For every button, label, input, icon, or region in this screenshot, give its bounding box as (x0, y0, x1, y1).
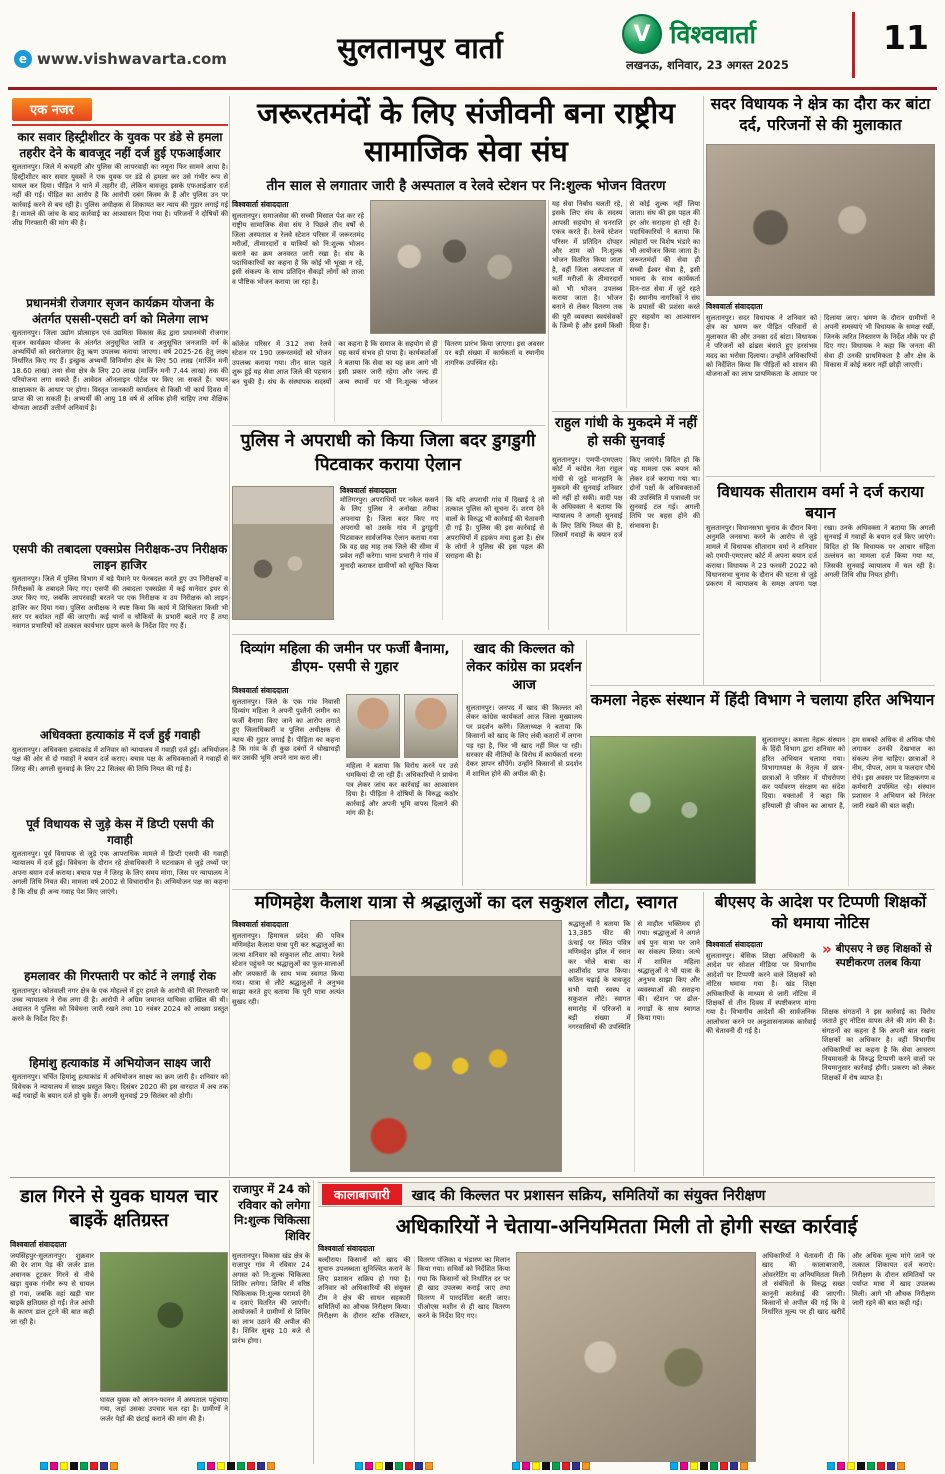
khad-congress-body: सुलतानपुर। जनपद में खाद की किल्लत को लेकर कांग्रेस कार्यकर्ता आज जिला मुख्यालय पर प्रदर्शन करेंगे। जिलाध्यक्ष ने बताया कि किसानों को खाद के लिए लंबी कतारों में लगना पड़ रहा है, फिर भी खाद नहीं मिल पा रही। सरकार की नीतियों के विरोध में कार्यकर्ता धरना देकर ज्ञापन सौंपेंगे। उन्होंने किसानों से प्रदर्शन में शामिल होने की अपील की है। (466, 704, 582, 778)
daal-photo (100, 1252, 228, 1392)
jila-badar-body: मोतिगरपुर। अपराधियों पर नकेल कसने के लिए पुलिस ने अनोखा तरीका अपनाया है। जिला बदर किए गए अपराधी को उसके गांव में डुगडुगी पिटवाकर सार्वजनिक ऐलान कराया गया कि वह छह माह तक जिले की सीमा में प्रवेश नहीं करेगा। थाना प्रभारी ने गांव में मुनादी कराकर ग्रामीणों को सूचित किया कि यदि अपराधी गांव में दिखाई दे तो तत्काल पुलिस को सूचना दें। शरण देने वालों के विरुद्ध भी कार्रवाई की चेतावनी दी गई है। पुलिस की इस कार्रवाई से अपराधियों में हड़कंप मचा हुआ है। क्षेत्र के लोगों ने पुलिस की इस पहल की सराहना की है। (340, 496, 544, 570)
section-divider (706, 476, 935, 477)
rahul-body: सुलतानपुर। एमपी-एमएलए कोर्ट में कांग्रेस नेता राहुल गांधी से जुड़े मानहानि के मुकदमे की सुनवाई शनिवार को नहीं हो सकी। वादी पक्ष के अधिवक्ता ने बताया कि न्यायालय ने अगली सुनवाई के लिए तिथि नियत की है, जिसमें गवाहों के बयान दर्ज किए जाएंगे। विदित हो कि यह मामला एक बयान को लेकर दर्ज कराया गया था। दोनों पक्षों के अधिवक्ताओं की उपस्थिति में पत्रावली पर सुनवाई टल गई। अगली तिथि पर बहस होने की संभावना है। (552, 456, 700, 540)
sadar-byline: विश्ववार्ता संवाददाता (706, 302, 763, 311)
brief-headline: एसपी की तबादला एक्सप्रेस निरीक्षक-उप निरीक्षक लाइन हाजिर (12, 542, 228, 572)
kalabazari-strip-headline: खाद की किल्लत पर प्रशासन सक्रिय, समितियों का संयुक्त निरीक्षण (411, 1187, 766, 1204)
column-rule (313, 1180, 314, 1464)
jila-badar-block (340, 486, 544, 620)
briefs-column (12, 130, 228, 1174)
divyang-byline: विश्ववार्ता संवाददाता (232, 686, 289, 695)
print-registration-marks (827, 1462, 905, 1470)
complainant-portrait-photo (404, 694, 458, 758)
website-url-block (14, 50, 227, 68)
print-registration-marks (670, 1462, 748, 1470)
kalabazari-strip (318, 1182, 935, 1207)
bsa-pull-quote (822, 942, 935, 1002)
kalabazari-tag: कालाबाजारी (322, 1184, 402, 1205)
kalabazari-body-left: बल्दीराय। किसानों को खाद की सुचारु उपलब्धता सुनिश्चित कराने के लिए प्रशासन सक्रिय हो गया है। शनिवार को अधिकारियों की संयुक्त टीम ने क्षेत्र की साधन सहकारी समितियों का औचक निरीक्षण किया। निरीक्षण के दौरान स्टॉक रजिस्टर, वितरण पंजिका व भंडारण का मिलान किया गया। सचिवों को निर्देशित किया गया कि किसानों को निर्धारित दर पर ही खाद उपलब्ध कराई जाए तथा वितरण में पारदर्शिता बरती जाए। पीओएस मशीन से ही खाद वितरण करने के निर्देश दिए गए। (318, 1256, 510, 1321)
rahul-headline: राहुल गांधी के मुकदमे में नहीं हो सकी सुनवाई (554, 415, 698, 450)
brief-body: सुलतानपुर। जिले में कचहरी और पुलिस की लापरवाही का नमूना फिर सामने आया है। हिस्ट्रीशीटर कार सवार युवकों ने एक युवक पर डंडे से हमला कर उसे गंभीर रूप से घायल कर दिया। पीड़ित ने थाने में तहरीर दी, लेकिन बावजूद इसके एफआईआर दर्ज नहीं की गई। पीड़ित का आरोप है कि आरोपी दबंग किस्म के हैं और पुलिस उन पर कार्रवाई करने से बच रही है। पुलिस अधीक्षक से शिकायत कर न्याय की गुहार लगाई गई है। मामले की जांच के बाद कार्रवाई का आश्वासन दिया गया है। परिजनों ने दोषियों की शीघ्र गिरफ्तारी की मांग की है। (12, 163, 228, 228)
website-url: www.vishwavarta.com (37, 50, 227, 68)
bsa-byline: विश्ववार्ता संवाददाता (706, 940, 763, 949)
kalabazari-photo (516, 1252, 756, 1462)
brief-item (12, 542, 228, 721)
masthead-rule (8, 87, 937, 90)
brand-block (622, 14, 756, 54)
lead-body-bottom: कॉलेज परिसर में 312 तथा रेलवे स्टेशन पर 190 जरूरतमंदों को भोजन उपलब्ध कराया गया। तीन साल पहले शुरू हुई यह सेवा आज जिले की पहचान बन चुकी है। संघ के संस्थापक सदस्यों का कहना है कि समाज के सहयोग से ही यह कार्य संभव हो पाया है। कार्यकर्ताओं ने बताया कि सेवा का यह क्रम आगे भी इसी प्रकार जारी रहेगा और जल्द ही अन्य स्थानों पर भी नि:शुल्क भोजन वितरण प्रारंभ किया जाएगा। इस अवसर पर बड़ी संख्या में कार्यकर्ता व स्थानीय नागरिक उपस्थित रहे। (232, 340, 544, 386)
brief-item (12, 728, 228, 810)
khad-congress-headline: खाद की किल्लत को लेकर कांग्रेस का प्रदर्शन आज (466, 641, 582, 694)
section-divider (232, 425, 545, 426)
brief-item (12, 296, 228, 535)
divyang-headline: दिव्यांग महिला की जमीन पर फर्जी बैनामा, डीएम- एसपी से गुहार (240, 641, 450, 676)
kalabazari-byline: विश्ववार्ता संवाददाता (318, 1244, 375, 1253)
edition-dateline: लखनऊ, शनिवार, 23 अगस्त 2025 (626, 58, 789, 72)
brief-headline: अधिवक्ता हत्याकांड में दर्ज हुई गवाही (39, 728, 201, 743)
bsa-body-right: शिक्षक संगठनों ने इस कार्रवाई का विरोध जताते हुए नोटिस वापस लेने की मांग की है। संगठनों का कहना है कि अपनी बात रखना शिक्षकों का अधिकार है। वहीं विभागीय अधिकारियों का कहना है कि सेवा आचरण नियमावली के विरुद्ध टिप्पणी करने वालों पर नियमानुसार कार्रवाई होगी। प्रकरण को लेकर शिक्षकों में रोष व्याप्त है। (822, 1008, 935, 1082)
complainant-portrait-photo (346, 694, 400, 758)
manimahesh-body-right: श्रद्धालुओं ने बताया कि 13,385 फीट की ऊंचाई पर स्थित पवित्र मणिमहेश झील में स्नान कर भोले बाबा का आशीर्वाद प्राप्त किया। कठिन चढ़ाई के बावजूद सभी यात्री स्वस्थ व सकुशल लौटे। स्वागत समारोह में परिजनों व बड़ी संख्या में नगरवासियों की उपस्थिति से माहौल भक्तिमय हो गया। श्रद्धालुओं ने अगले वर्ष पुनः यात्रा पर जाने का संकल्प लिया। जत्थे में शामिल महिला श्रद्धालुओं ने भी यात्रा के अनुभव साझा किए और व्यवस्थाओं की सराहना की। स्टेशन पर ढोल-नगाड़ों के साथ स्वागत किया गया। (568, 920, 700, 1032)
lead-headline: जरूरतमंदों के लिए संजीवनी बना राष्ट्रीय सामाजिक सेवा संघ (257, 96, 675, 169)
sadar-photo (706, 144, 935, 296)
page-number: 11 (883, 18, 929, 57)
jila-badar-photo (232, 486, 334, 620)
column-rule (703, 892, 704, 1176)
kamla-headline: कमला नेहरू संस्थान में हिंदी विभाग ने चलाया हरित अभियान (590, 691, 935, 709)
sitaram-body: सुलतानपुर। विधानसभा चुनाव के दौरान बिना अनुमति जनसभा करने के आरोप से जुड़े मामले में विधायक सीताराम वर्मा ने शनिवार को एमपी-एमएलए कोर्ट में अपना बयान दर्ज कराया। विधायक ने 23 फरवरी 2022 को विधानसभा चुनाव के दौरान की घटना से जुड़े प्रकरण में न्यायालय के समक्ष अपना पक्ष रखा। उनके अधिवक्ता ने बताया कि अगली सुनवाई में गवाहों के बयान दर्ज किए जाएंगे। विदित हो कि विधायक पर आचार संहिता उल्लंघन का मामला दर्ज किया गया था, जिसकी सुनवाई न्यायालय में चल रही है। अगली तिथि शीघ्र नियत होगी। (706, 524, 935, 589)
daal-headline: डाल गिरने से युवक घायल चार बाइकें क्षतिग्रस्त (20, 1186, 218, 1231)
brief-headline: पूर्व विधायक से जुड़े केस में डिप्टी एसपी की गवाही (26, 816, 214, 847)
column-rule (229, 96, 230, 1176)
manimahesh-body-left: सुलतानपुर। हिमाचल प्रदेश की पवित्र मणिमहेश कैलाश यात्रा पूरी कर श्रद्धालुओं का जत्था शनिवार को सकुशल लौट आया। रेलवे स्टेशन पहुंचने पर श्रद्धालुओं का फूल-मालाओं और जयकारों के साथ भव्य स्वागत किया गया। यात्रा से लौटे श्रद्धालुओं ने अनुभव साझा करते हुए बताया कि पूरी यात्रा अत्यंत सुखद रही। (232, 932, 344, 1006)
quote-chevron-icon: » (822, 940, 832, 958)
rajapur-headline: राजापुर में 24 को रविवार को लगेगा नि:शुल्क चिकित्सा शिविर (232, 1182, 310, 1243)
brief-body: सुलतानपुर। जिले में पुलिस विभाग में बड़े पैमाने पर फेरबदल करते हुए उप निरीक्षकों व निरीक्षकों के तबादले किए गए। एसपी की तबादला एक्सप्रेस में कई थानेदार इधर से उधर किए गए, जबकि लापरवाही बरतने पर एक निरीक्षक व उप निरीक्षक को लाइन हाजिर कर दिया गया। पुलिस अधीक्षक ने स्पष्ट किया कि कार्य में शिथिलता किसी भी स्तर पर बर्दाश्त नहीं की जाएगी। कई थानों व चौकियों के प्रभारी बदले गए हैं तथा नवागत प्रभारियों को तत्काल कार्यभार ग्रहण करने के निर्देश दिए गए हैं। (12, 575, 228, 631)
manimahesh-headline: मणिमहेश कैलाश यात्रा से श्रद्धालुओं का दल सकुशल लौटा, स्वागत (254, 893, 678, 913)
section-divider (10, 1177, 935, 1178)
divyang-body-left: सुलतानपुर। जिले के एक गांव निवासी दिव्यांग महिला ने अपनी पुश्तैनी जमीन का फर्जी बैनामा किए जाने का आरोप लगाते हुए जिलाधिकारी व पुलिस अधीक्षक से न्याय की गुहार लगाई है। पीड़िता का कहना है कि गांव के ही कुछ दबंगों ने धोखाधड़ी कर उसकी भूमि अपने नाम करा ली। (232, 698, 340, 763)
brand-logo-icon: V (622, 14, 662, 54)
rajapur-body: सुलतानपुर। विकास खंड क्षेत्र के राजापुर गांव में रविवार 24 अगस्त को नि:शुल्क चिकित्सा शिविर लगेगा। शिविर में वरिष्ठ चिकित्सक नि:शुल्क परामर्श देंगे व दवाएं वितरित की जाएंगी। आयोजकों ने ग्रामीणों से शिविर का लाभ उठाने की अपील की है। शिविर सुबह 10 बजे से प्रारंभ होगा। (232, 1252, 310, 1345)
section-divider (590, 685, 935, 686)
daal-byline: विश्ववार्ता संवाददाता (10, 1240, 67, 1249)
kalabazari-headline: अधिकारियों ने चेताया-अनियमितता मिली तो होगी सख्त कार्रवाई (395, 1214, 858, 1238)
page-number-separator (852, 12, 855, 78)
ek-nazar-tag: एक नजर (12, 98, 92, 121)
section-divider (232, 634, 700, 635)
lead-photo (370, 200, 546, 334)
section-divider (232, 889, 935, 890)
brief-body: सुलतानपुर। पूर्व विधायक से जुड़े एक आपराधिक मामले में डिप्टी एसपी की गवाही न्यायालय में दर्ज हुई। विवेचना के दौरान रहे क्षेत्राधिकारी ने घटनाक्रम से जुड़े तथ्यों पर अपना बयान दर्ज कराया। बचाव पक्ष ने जिरह के लिए समय मांगा, जिस पर न्यायालय ने अगली तिथि नियत की। मामला वर्ष 2002 से विचाराधीन है। अभियोजन पक्ष का कहना है कि शीघ्र ही अन्य गवाह पेश किए जाएंगे। (12, 850, 228, 896)
divyang-portraits (346, 694, 458, 758)
column-rule (586, 640, 587, 886)
e-globe-icon: e (14, 50, 32, 68)
jila-badar-headline: पुलिस ने अपराधी को किया जिला बदर डुगडुगी पिटवाकर कराया ऐलान (240, 431, 536, 475)
bsa-body-left: सुलतानपुर। बेसिक शिक्षा अधिकारी के आदेश पर सोशल मीडिया पर विभागीय आदेशों पर टिप्पणी करने वाले शिक्षकों को नोटिस थमाया गया है। खंड शिक्षा अधिकारियों के माध्यम से जारी नोटिस में शिक्षकों से तीन दिवस में स्पष्टीकरण मांगा गया है। विभागीय आदेशों की सार्वजनिक आलोचना करने पर अनुशासनात्मक कार्रवाई की चेतावनी दी गई है। (706, 952, 816, 1036)
brief-body: सुलतानपुर। चर्चित हिमांशु हत्याकांड में अभियोजन साक्ष्य का क्रम जारी है। शनिवार को विवेचक ने न्यायालय में साक्ष्य प्रस्तुत किए। दिसंबर 2020 की इस वारदात में अब तक कई गवाहों के बयान दर्ज हो चुके हैं। अगली सुनवाई 29 सितंबर को होगी। (12, 1073, 228, 1100)
print-registration-marks (197, 1462, 275, 1470)
bsa-quote-text: बीएसए ने छह शिक्षकों से स्पष्टीकरण तलब किया (835, 943, 932, 970)
brief-item (12, 130, 228, 289)
kamla-photo (590, 736, 756, 884)
lead-byline: विश्ववार्ता संवाददाता (232, 200, 289, 209)
divyang-body-right: महिला ने बताया कि विरोध करने पर उसे धमकियां दी जा रही हैं। अधिकारियों ने प्रार्थना पत्र लेकर जांच कर कार्रवाई का आश्वासन दिया है। पीड़िता ने दोषियों के विरुद्ध कठोर कार्रवाई और अपनी भूमि वापस दिलाने की मांग की है। (346, 762, 458, 817)
section-title: सुलतानपुर वार्ता (337, 31, 503, 65)
lead-subhead: तीन साल से लगातार जारी है अस्पताल व रेलवे स्टेशन पर नि:शुल्क भोजन वितरण (266, 178, 666, 194)
brief-item (12, 969, 228, 1049)
lead-body-left: सुलतानपुर। समाजसेवा की सच्ची मिसाल पेश कर रहे राष्ट्रीय सामाजिक सेवा संघ ने पिछले तीन वर्षों से जिला अस्पताल व रेलवे स्टेशन परिसर में जरूरतमंद मरीजों, तीमारदारों व यात्रियों को नि:शुल्क भोजन कराने का क्रम अनवरत जारी रखा है। संघ के पदाधिकारियों का कहना है कि कोई भी भूखा न रहे, इसी संकल्प के साथ प्रतिदिन सैकड़ों लोगों को ताजा व पौष्टिक भोजन कराया जा रहा है। (232, 212, 364, 286)
sadar-body: सुलतानपुर। सदर विधायक ने शनिवार को क्षेत्र का भ्रमण कर पीड़ित परिवारों से मुलाकात की और उनका दर्द बांटा। विधायक ने परिजनों को ढांढस बंधाते हुए हरसंभव मदद का भरोसा दिलाया। उन्होंने अधिकारियों को निर्देशित किया कि पीड़ितों को शासन की योजनाओं का लाभ प्राथमिकता के आधार पर दिलाया जाए। भ्रमण के दौरान ग्रामीणों ने अपनी समस्याएं भी विधायक के समक्ष रखीं, जिनके त्वरित निस्तारण के निर्देश मौके पर ही दिए गए। विधायक ने कहा कि जनता की सेवा ही उनकी प्राथमिकता है और क्षेत्र के विकास में कोई कसर नहीं छोड़ी जाएगी। (706, 314, 935, 379)
kamla-body: सुलतानपुर। कमला नेहरू संस्थान के हिंदी विभाग द्वारा शनिवार को हरित अभियान चलाया गया। विभागाध्यक्ष के नेतृत्व में छात्र-छात्राओं ने परिसर में पौधरोपण कर पर्यावरण संरक्षण का संदेश दिया। वक्ताओं ने कहा कि हरियाली ही जीवन का आधार है, हम सबको अधिक से अधिक पौधे लगाकर उनकी देखभाल का संकल्प लेना चाहिए। छात्राओं ने नीम, पीपल, आम व फलदार पौधे रोपे। इस अवसर पर शिक्षकगण व कर्मचारी उपस्थित रहे। संस्थान प्रशासन ने अभियान को निरंतर जारी रखने की बात कही। (762, 736, 935, 810)
jila-badar-byline: विश्ववार्ता संवाददाता (340, 486, 397, 495)
ek-nazar-header (12, 98, 228, 126)
brand-name: विश्ववार्ता (670, 20, 757, 49)
print-registration-marks (512, 1462, 590, 1470)
sitaram-headline: विधायक सीताराम वर्मा ने दर्ज कराया बयान (717, 483, 924, 522)
manimahesh-byline: विश्ववार्ता संवाददाता (232, 920, 289, 929)
brief-body: सुलतानपुर। जिला उद्योग प्रोत्साहन एवं उद्यमिता विकास केंद्र द्वारा प्रधानमंत्री रोजगार सृजन कार्यक्रम योजना के अंतर्गत अनुसूचित जाति व अनुसूचित जनजाति वर्ग के अभ्यर्थियों को स्वरोजगार हेतु ऋण उपलब्ध कराया जाएगा। वर्ष 2025-26 हेतु लक्ष्य निर्धारित किए गए हैं। इच्छुक अभ्यर्थी विनिर्माण क्षेत्र के लिए 50 लाख (मार्जिन मनी 18.60 लाख) तथा सेवा क्षेत्र के लिए 20 लाख (मार्जिन मनी 7.44 लाख) तक की परियोजना लगा सकते हैं। आवेदन ऑनलाइन पोर्टल पर किए जा सकते हैं। चयन साक्षात्कार के आधार पर होगा। विस्तृत जानकारी कार्यालय से किसी भी कार्य दिवस में प्राप्त की जा सकती है। अभ्यर्थी की आयु 18 वर्ष से अधिक होनी चाहिए तथा शैक्षिक योग्यता आठवीं उत्तीर्ण अनिवार्य है। (12, 329, 228, 413)
column-rule (548, 200, 549, 630)
brief-headline: प्रधानमंत्री रोजगार सृजन कार्यक्रम योजना के अंतर्गत एससी-एसटी वर्ग को मिलेगा लाभ (26, 296, 214, 326)
daal-body-left: जयसिंहपुर-सुलतानपुर। शुक्रवार की देर शाम पेड़ की जर्जर डाल अचानक टूटकर गिरने से नीचे खड़ा युवक गंभीर रूप से घायल हो गया, जबकि वहां खड़ी चार बाइकें क्षतिग्रस्त हो गईं। तेज आंधी के कारण डाल टूटने की बात कही जा रही है। (10, 1252, 94, 1326)
brief-item (12, 817, 228, 962)
print-marks-row (0, 1462, 945, 1470)
brief-headline: कार सवार हिस्ट्रीशीटर के युवक पर डंडे से हमला तहरीर देने के बावजूद नहीं दर्ज हुई एफआईआर (17, 130, 223, 160)
sadar-headline: सदर विधायक ने क्षेत्र का दौरा कर बांटा दर्द, परिजनों से की मुलाकात (710, 95, 931, 134)
brief-body: सुलतानपुर। अधिवक्ता हत्याकांड में शनिवार को न्यायालय में गवाही दर्ज हुई। अभियोजन पक्ष की ओर से दो गवाहों ने बयान दर्ज कराए। बचाव पक्ष के अधिवक्ताओं ने गवाहों से जिरह की। अगली सुनवाई के लिए 22 सितंबर की तिथि नियत की गई है। (12, 745, 228, 773)
print-registration-marks (355, 1462, 433, 1470)
column-rule (462, 640, 463, 886)
kalabazari-body-right: अधिकारियों ने चेतावनी दी कि खाद की कालाबाजारी, ओवररेटिंग या अनियमितता मिली तो संबंधितों के विरुद्ध सख्त कानूनी कार्रवाई की जाएगी। किसानों से अपील की गई कि वे निर्धारित मूल्य पर ही खाद खरीदें और अधिक मूल्य मांगे जाने पर तत्काल शिकायत दर्ज कराएं। निरीक्षण के दौरान समितियों पर पर्याप्त मात्रा में खाद उपलब्ध मिली। आगे भी औचक निरीक्षण जारी रहने की बात कही गई। (762, 1252, 935, 1317)
brief-body: सुलतानपुर। कोतवाली नगर क्षेत्र के एक मोहल्ले में हुए हमले के आरोपी की गिरफ्तारी पर उच्च न्यायालय ने रोक लगा दी है। आरोपी ने अग्रिम जमानत याचिका दाखिल की थी। अदालत ने पुलिस को विवेचना जारी रखने तथा 10 नवंबर 2024 को आख्या प्रस्तुत करने के निर्देश दिए हैं। (12, 986, 228, 1023)
column-rule (229, 1180, 230, 1464)
lead-body-right: यह सेवा निर्बाध चलती रहे, इसके लिए संघ के सदस्य आपसी सहयोग से धनराशि एकत्र करते हैं। रेलवे स्टेशन परिसर में प्रतिदिन दोपहर और शाम को नि:शुल्क भोजन वितरित किया जाता है, वहीं जिला अस्पताल में भर्ती मरीजों के तीमारदारों को भी भोजन उपलब्ध कराया जाता है। भोजन बनाने से लेकर वितरण तक की पूरी व्यवस्था स्वयंसेवकों के जिम्मे है और इसमें किसी से कोई शुल्क नहीं लिया जाता। संघ की इस पहल की हर ओर सराहना हो रही है। पदाधिकारियों ने बताया कि त्योहारों पर विशेष भंडारे का भी आयोजन किया जाता है। जरूरतमंदों की सेवा ही सच्ची ईश्वर सेवा है, इसी भावना के साथ कार्यकर्ता दिन-रात सेवा में जुटे रहते हैं। स्थानीय नागरिकों ने संघ के प्रयासों की प्रशंसा करते हुए सहयोग का आश्वासन दिया है। (552, 200, 700, 331)
manimahesh-photo (350, 920, 562, 1172)
section-divider (552, 411, 700, 412)
brief-headline: हिमांशु हत्याकांड में अभियोजन साक्ष्य जारी (29, 1055, 211, 1070)
print-registration-marks (40, 1462, 118, 1470)
daal-body-bottom: घायल युवक को आनन-फानन में अस्पताल पहुंचाया गया, जहां उसका उपचार चल रहा है। ग्रामीणों ने जर्जर पेड़ों की छंटाई कराने की मांग की है। (100, 1396, 228, 1423)
bsa-headline: बीएसए के आदेश पर टिप्पणी शिक्षकों को थमाया नोटिस (714, 893, 927, 932)
brief-item (12, 1056, 228, 1132)
column-rule (703, 96, 704, 686)
brief-headline: हमलावर की गिरफ्तारी पर कोर्ट ने लगाई रोक (24, 969, 216, 984)
